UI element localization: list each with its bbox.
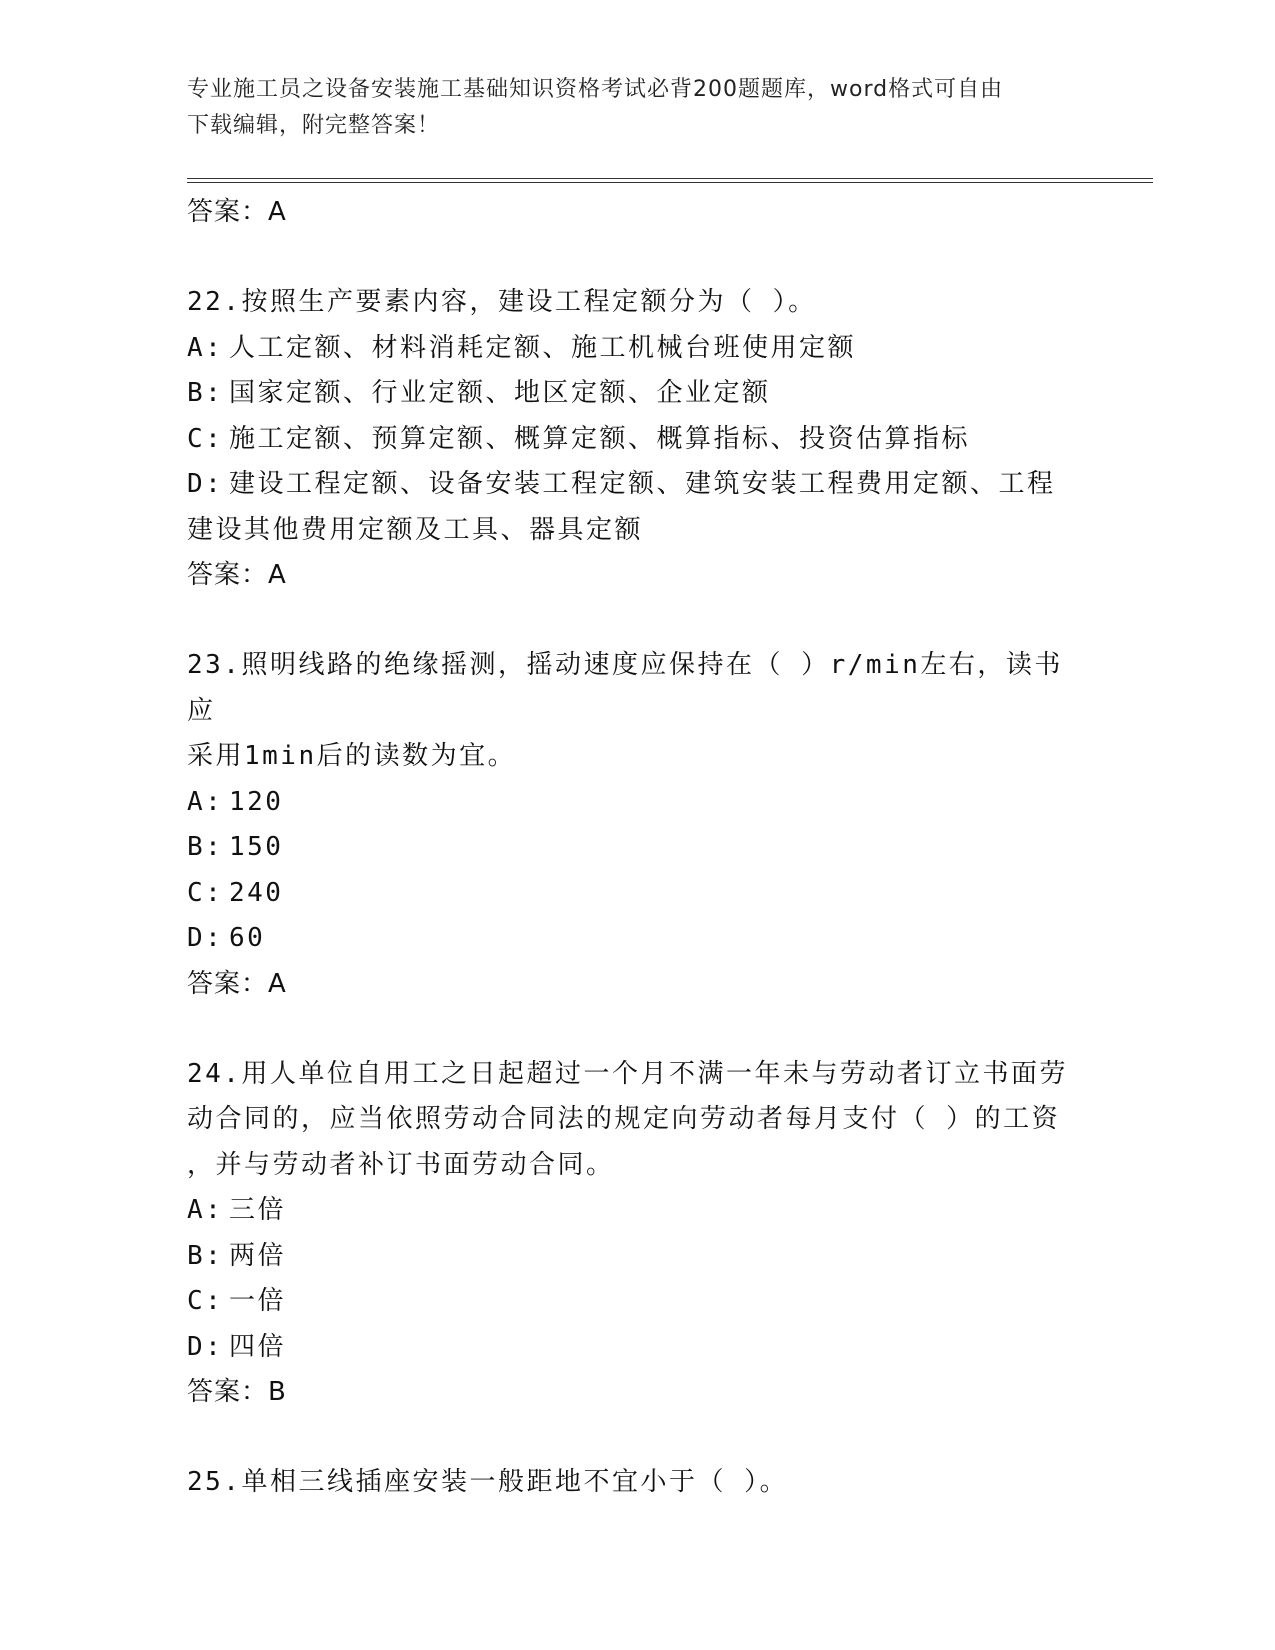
option-letter: A: (187, 786, 224, 817)
option-d (187, 916, 1087, 962)
option-letter: B: (187, 832, 224, 862)
header-divider-bottom (187, 182, 1153, 183)
answer (187, 1370, 1087, 1415)
option-letter: D: (187, 469, 224, 499)
option-text: 人工定额、材料消耗定额、施工机械台班使用定额 (229, 332, 857, 363)
option-letter: B: (187, 378, 224, 408)
question-25 (187, 1460, 1087, 1506)
question-text (187, 280, 1087, 326)
option-letter: C: (187, 423, 224, 454)
question-line: 照明线路的绝缘摇测，摇动速度应保持在（ ）r/min左右，读书应 (187, 650, 1063, 726)
option-c (187, 417, 1087, 463)
option-letter: A: (187, 332, 224, 363)
answer (187, 962, 1087, 1007)
option-a (187, 1188, 1087, 1234)
option-text: 施工定额、预算定额、概算定额、概算指标、投资估算指标 (229, 423, 971, 454)
option-letter: B: (187, 1240, 224, 1271)
answer-label: 答案： (187, 560, 269, 590)
question-text-continued: 动合同的，应当依照劳动合同法的规定向劳动者每月支付（ ）的工资 (187, 1104, 1061, 1134)
option-letter: D: (187, 1331, 224, 1362)
option-text: 120 (229, 786, 284, 817)
option-a (187, 780, 1087, 826)
spacer (187, 598, 1087, 643)
option-text: 两倍 (229, 1240, 287, 1271)
question-number: 24. (187, 1058, 242, 1089)
option-c (187, 871, 1087, 917)
option-letter: A: (187, 1195, 224, 1225)
header-divider-top (187, 178, 1153, 179)
spacer (187, 1415, 1087, 1460)
answer-label: 答案： (187, 1377, 269, 1407)
answer-label: 答案： (187, 968, 269, 999)
option-c (187, 1279, 1087, 1325)
question-list (187, 190, 1087, 1506)
question-number: 25. (187, 1467, 242, 1497)
question-line: 用人单位自用工之日起超过一个月不满一年未与劳动者订立书面劳 (241, 1058, 1068, 1089)
option-text: 国家定额、行业定额、地区定额、企业定额 (229, 378, 771, 408)
answer (187, 553, 1087, 598)
question-text (187, 643, 1087, 734)
question-number: 23. (187, 650, 242, 680)
option-a (187, 326, 1087, 372)
option-text: 60 (229, 923, 266, 953)
spacer (187, 1007, 1087, 1052)
question-number: 22. (187, 287, 242, 317)
option-text: 四倍 (229, 1331, 287, 1362)
option-letter: C: (187, 1286, 224, 1316)
question-22 (187, 280, 1087, 598)
option-d-continued: 建设其他费用定额及工具、器具定额 (187, 514, 644, 545)
question-24 (187, 1052, 1087, 1416)
option-d (187, 462, 1087, 508)
option-b (187, 371, 1087, 417)
answer-value: A (268, 197, 287, 227)
option-text: 三倍 (229, 1195, 287, 1225)
spacer (187, 235, 1087, 280)
answer-label: 答案： (187, 197, 269, 227)
option-letter: C: (187, 877, 224, 908)
option-text: 240 (229, 877, 284, 908)
question-text (187, 1460, 1087, 1506)
option-letter: D: (187, 923, 224, 953)
question-text-continued: ，并与劳动者补订书面劳动合同。 (187, 1149, 615, 1180)
answer-value: A (268, 968, 287, 999)
option-text: 150 (229, 832, 284, 862)
option-text: 建设工程定额、设备安装工程定额、建筑安装工程费用定额、工程 (229, 469, 1056, 499)
header-line-1: 专业施工员之设备安装施工基础知识资格考试必背200题题库，word格式可自由 (187, 77, 1004, 102)
answer-value: A (268, 560, 287, 590)
previous-answer (187, 190, 1087, 235)
option-b (187, 1234, 1087, 1280)
option-d (187, 1325, 1087, 1371)
question-line: 单相三线插座安装一般距地不宜小于（ ）。 (241, 1467, 789, 1497)
question-text (187, 1052, 1087, 1098)
question-23 (187, 643, 1087, 1007)
header-line-2: 下载编辑，附完整答案！ (187, 113, 441, 138)
answer-value: B (268, 1377, 287, 1407)
option-b (187, 825, 1087, 871)
option-text: 一倍 (229, 1286, 287, 1316)
question-text-continued: 采用1min后的读数为宜。 (187, 741, 517, 771)
question-line: 按照生产要素内容，建设工程定额分为（ ）。 (241, 287, 817, 317)
document-header (187, 72, 1087, 144)
